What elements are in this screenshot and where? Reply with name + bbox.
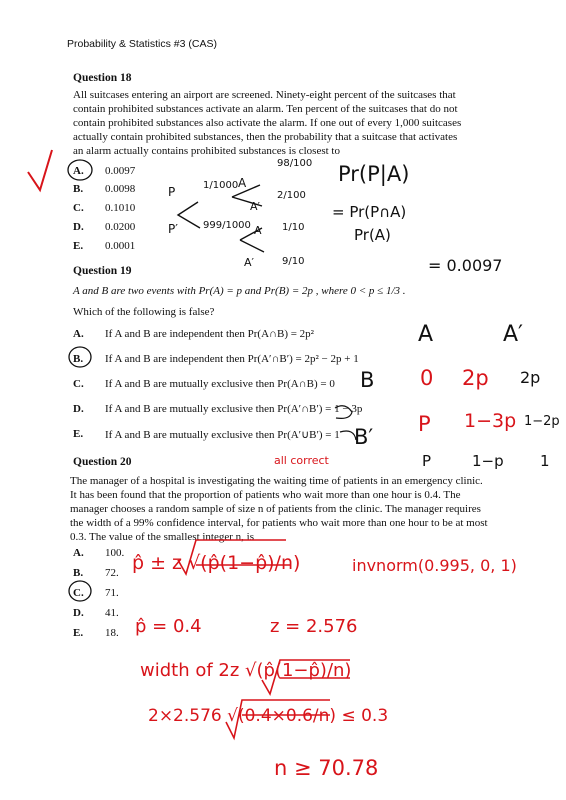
bayes-numerator: = Pr(P∩A) xyxy=(332,203,407,221)
bayes-result: = 0.0097 xyxy=(428,256,503,275)
q18-line: All suitcases entering an airport are screened. Ninety-eight percent of the suitcases that xyxy=(73,89,456,101)
bayes-denominator: Pr(A) xyxy=(354,226,391,244)
tree-a-complement-2: A′ xyxy=(244,256,255,269)
invnorm-note: invnorm(0.995, 0, 1) xyxy=(352,556,517,575)
tree-1-10: 1/10 xyxy=(282,222,305,233)
circle-q20-answer xyxy=(69,581,91,601)
tree-999-1000: 999/1000 xyxy=(203,220,251,231)
q20-line: manager chooses a random sample of size n of patients from the clinic. The manager requires xyxy=(70,503,481,515)
tree-p: P xyxy=(168,185,176,199)
circle-q19-d-tail xyxy=(335,406,352,419)
tree-a-1: A xyxy=(238,176,247,190)
q20-line: 0.3. The value of the smallest integer n, is xyxy=(70,531,255,543)
q18-line: an alarm actually contains prohibited substances is closest to xyxy=(73,145,340,157)
q18-line: contain prohibited substances activate an alarm. Ten percent of the suitcases that do not xyxy=(73,103,458,115)
tree-1-1000: 1/1000 xyxy=(203,180,239,191)
bayes-pr-p-given-a: Pr(P|A) xyxy=(338,162,410,186)
z-value: z = 2.576 xyxy=(270,616,358,637)
tree-a-2: A xyxy=(254,224,262,237)
grid-1-minus-p: 1−p xyxy=(472,452,504,470)
tree-98-100: 98/100 xyxy=(277,158,313,169)
grid-p-total: P xyxy=(422,452,432,470)
final-answer: n ≥ 70.78 xyxy=(274,756,379,780)
grid-a-complement: A′ xyxy=(503,322,524,347)
q20-line: the width of a 99% confidence interval, for patients who wait more than one hour to be at most xyxy=(70,517,488,529)
red-checkmark xyxy=(28,150,52,190)
question-20-title: Question 20 xyxy=(73,456,132,468)
all-correct-note: all correct xyxy=(274,454,329,467)
q19-options: A. If A and B are independent then Pr(A∩B) = 2p² B. If A and B are independent then Pr(A′∩B′) = 2p² − 2p + 1 C. If A and B are mutually exclusive then Pr(A∩B) = 0 D. If A and B are mutually exclusive then Pr(A′∩B′) = 1 − 3p E. If A and B are mutually exclusive then Pr(A′∪B′) = 1 xyxy=(73,328,363,441)
grid-2p: 2p xyxy=(462,366,489,390)
q20-line: The manager of a hospital is investigating the waiting time of patients in an emergency clinic. xyxy=(70,475,483,487)
ci-formula: p̂ ± z √(p̂(1−p̂)/n) xyxy=(132,552,301,574)
question-19-title: Question 19 xyxy=(73,265,132,277)
page-header: Probability & Statistics #3 (CAS) xyxy=(67,38,217,50)
question-18-title: Question 18 xyxy=(73,72,132,84)
q20-line: It has been found that the proportion of patients who wait more than one hour is 0.4. The xyxy=(70,489,461,501)
tree-2-100: 2/100 xyxy=(277,190,306,201)
inequality: 2×2.576 √(0.4×0.6/n) ≤ 0.3 xyxy=(148,706,389,726)
tree-9-10: 9/10 xyxy=(282,256,305,267)
width-formula: width of 2z √(p̂(1−p̂)/n) xyxy=(140,660,352,681)
grid-p: P xyxy=(418,412,431,436)
question-19-question: Which of the following is false? xyxy=(73,306,215,318)
grid-1-minus-3p: 1−3p xyxy=(464,410,517,432)
tree-a-complement-1: A′ xyxy=(250,200,261,213)
q20-options: A. 100. B. 72. C. 71. D. 41. E. 18. xyxy=(73,547,125,639)
grid-b: B xyxy=(360,368,375,392)
grid-1-minus-2p: 1−2p xyxy=(524,414,560,429)
circle-q18-answer xyxy=(68,160,92,180)
circle-q19-answer xyxy=(69,347,91,367)
phat-value: p̂ = 0.4 xyxy=(135,616,202,637)
grid-one: 1 xyxy=(540,452,550,470)
tree-p-complement: P′ xyxy=(168,222,178,236)
q18-line: contain prohibited substances also activate the alarm. If one out of every 1,000 suitcases xyxy=(73,117,462,129)
grid-a: A xyxy=(418,322,434,347)
q18-line: actually contain prohibited substances, then the probability that a suitcase that activates xyxy=(73,131,458,143)
q18-options: A. 0.0097 B. 0.0098 C. 0.1010 D. 0.0200 E. 0.0001 xyxy=(73,165,136,252)
probability-tree xyxy=(178,185,264,252)
grid-zero: 0 xyxy=(420,366,434,390)
grid-2p-total: 2p xyxy=(520,368,541,387)
grid-b-complement: B′ xyxy=(354,425,374,449)
question-19-stem: A and B are two events with Pr(A) = p and Pr(B) = 2p , where 0 < p ≤ 1/3 . xyxy=(73,285,406,297)
